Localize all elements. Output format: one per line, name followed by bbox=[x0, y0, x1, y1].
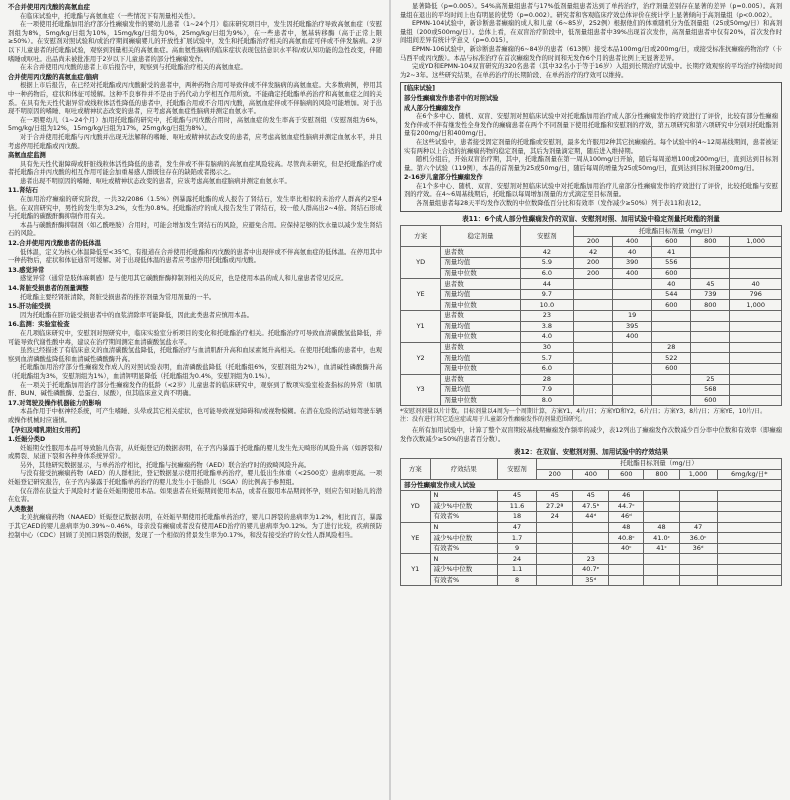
table12-header-cell: 600 bbox=[609, 469, 644, 480]
table-cell: 600 bbox=[652, 268, 691, 279]
table-cell bbox=[679, 501, 717, 512]
table11-row bbox=[401, 247, 782, 258]
table-cell bbox=[730, 332, 782, 343]
table-cell: 42 bbox=[574, 247, 613, 258]
table-cell: 18 bbox=[497, 512, 536, 523]
table-cell bbox=[574, 279, 613, 290]
paragraph: 在一项婴幼儿（1~24个月）加用托吡酯的研究中，托吡酯与丙戊酸合用时，高氨血症的发生率高于安慰剂组（安慰剂组为6%，5mg/kg/日组为12%，15mg/kg/日组为17%，25mg/kg/日组为8%）。 bbox=[8, 116, 382, 133]
table-cell: 剂量均值 bbox=[441, 258, 521, 269]
table11-group-header: 托吡酯目标剂量（mg/日） bbox=[574, 226, 782, 237]
paragraph: 对于合并使用托吡酯与丙戊酸并出现无法解释的嗜睡、呕吐或精神状态改变的患者，应考虑高氨血症性脑病并测定血氨水平，并且考虑停用托吡酯或丙戊酸。 bbox=[8, 133, 382, 150]
table-cell: 患者数 bbox=[441, 311, 521, 322]
table-cell: 患者数 bbox=[441, 342, 521, 353]
table-cell: 患者数 bbox=[441, 247, 521, 258]
table-cell bbox=[574, 353, 613, 364]
paragraph: 显著降低（p=0.005）。54%高剂量组患者与17%低剂量组患者达到了单药治疗，治疗剂量差别存在显著的差异（p=0.005）。高剂量组在退出的平均时间上也有明显的优势（p=0.002）。研究者和客观临床疗效总体评价在统计学上显著倾向于高剂量组（p<0.002）。 bbox=[400, 3, 782, 19]
table12-header-cell: 6mg/kg/日* bbox=[717, 469, 781, 480]
table-cell: N bbox=[430, 490, 497, 501]
table-cell: 48 bbox=[609, 522, 644, 533]
table-cell: 42 bbox=[520, 247, 573, 258]
paragraph: 在一项使用托吡酯加用治疗部分性癫痫发作的婴幼儿患者（1~24个月）临床研究项目中，发生因托吡酯治疗导致高氨血症（安慰剂组为8%，5mg/kg/日组为10%，15mg/kg/日组为0%，25mg/kg/日组为9%），在一些患者中，氨基转移酶（高于正常上限≥50%）。在安慰剂对照试验和/或治疗期间癫痫婴儿的开放性扩展试验中，发生和托吡酯治疗相关的高氨血症可伴或不伴发脑病。2岁以下儿童患者的托吡酯试验，观察到剂量相关的高氨血症。高血氨性脑病的临床症状表现包括意识水平和/或认知功能的急性改变，伴随嗜睡或呕吐。出品尚未被批准用于2岁以下儿童患者的部分性癫痫发作。 bbox=[8, 21, 382, 63]
section-heading: 1.妊娠分类D bbox=[8, 436, 46, 444]
table-cell: 796 bbox=[730, 289, 782, 300]
table-cell bbox=[730, 342, 782, 353]
table11-row bbox=[401, 332, 782, 343]
table-cell: 36ᵈ bbox=[679, 543, 717, 554]
table-cell: 522 bbox=[652, 353, 691, 364]
table11-row bbox=[401, 342, 782, 353]
table-cell bbox=[613, 300, 652, 311]
table12-row bbox=[401, 543, 782, 554]
section-heading: 2-16岁儿童部分性癫痫发作 bbox=[404, 174, 483, 182]
paragraph: 另外，其他研究数据显示，与单药治疗相比，托吡酯与抗癫痫药物（AED）联合治疗时的致畸风险升高。 bbox=[20, 461, 311, 469]
table-cell: 剂量中位数 bbox=[441, 332, 521, 343]
table-cell bbox=[679, 554, 717, 565]
table-cell bbox=[717, 533, 781, 544]
table12-row bbox=[401, 501, 782, 512]
table-group-cell: YD bbox=[401, 490, 431, 522]
table11-note: 注：没有进行其它适应症或用于儿童部分性癫痫发作的剂量范围研究。 bbox=[400, 416, 587, 424]
table11-row bbox=[401, 385, 782, 396]
table-cell bbox=[574, 311, 613, 322]
section-heading: 15.肝功能受损 bbox=[8, 303, 51, 311]
paragraph: 完成YD和EPMN-104双盲研究的320名患者（其中32名小于等于16岁）入组到长期治疗试验中。长期疗效观察的平均治疗持续时间为2~3年。这些研究结果，在单药治疗的长期阶段、在单药治疗的疗效可以维持。 bbox=[400, 63, 782, 79]
table-cell: 剂量均值 bbox=[441, 385, 521, 396]
table-group-cell: YD bbox=[401, 247, 441, 279]
paragraph: 在一项关于托吡酯加用治疗部分性癫痫发作的低龄（<2岁）儿童患者的临床研究中，观察到了数项实验室检查指标的异常（如肌酐、BUN、碱性磷酸酶、总蛋白、尿酸），但其临床意义尚不明确。 bbox=[8, 381, 382, 398]
paragraph: 在几项临床研究中，安慰剂对照研究中，临床实验室分析项目的变化和托吡酯治疗相关。托吡酯治疗可导致血清碳酸氢盐降低，并可能导致代谢性酸中毒，建议在治疗期间测定血清碳酸氢盐水平。 bbox=[8, 329, 382, 346]
table-cell bbox=[717, 575, 781, 586]
clinical-trials-title: [临床试验] bbox=[404, 85, 435, 93]
table11-caption: 表11：6个成人部分性癫痫发作的双盲、安慰剂对照、加用试验中稳定剂量托吡酯的剂量 bbox=[462, 214, 720, 223]
table-cell: 24 bbox=[497, 554, 536, 565]
table11-header-cell: 稳定剂量 bbox=[441, 226, 521, 247]
table-cell: 739 bbox=[691, 289, 730, 300]
table-cell bbox=[574, 342, 613, 353]
table-cell: 36.0ᶜ bbox=[679, 533, 717, 544]
table-cell: 47 bbox=[497, 522, 536, 533]
table-cell: 6.0 bbox=[520, 363, 573, 374]
paragraph: 根据上市后报告，在已经对托吡酯或丙戊酸耐受的患者中，两种药物合用可导致伴或不伴发脑病的高氨血症。大多数病例，停用其中一种药物后，症状和体征可缓解。这种不良事件并不是由于药代动力学相互作用所致。不能确定托吡酯单药治疗和高氨血症之间的关系。在具有先天性代谢异常或线粒体活性降低的患者中，托吡酯合用或不合用丙戊酸，高氨血症伴或不伴脑病的风险可能增加。对于出现不明原因的嗜睡、呕吐或精神状态改变的患者，应考虑高氨血症性脑病并测定血氨水平。 bbox=[8, 82, 382, 116]
table11-header-cell: 1,000 bbox=[730, 236, 782, 247]
table11-header-cell: 400 bbox=[613, 236, 652, 247]
table-cell bbox=[574, 321, 613, 332]
table12-header-cell: 方案 bbox=[401, 459, 431, 480]
table11-row bbox=[401, 258, 782, 269]
table-cell bbox=[679, 575, 717, 586]
table11-header-row bbox=[401, 226, 782, 237]
paragraph: 各剂量组患者每28天平均发作次数的中位数降低百分比和有效率（发作减少≥50%）列于表11和表12。 bbox=[416, 200, 705, 208]
table-cell bbox=[574, 395, 613, 406]
paragraph: EPMN-106试验中，新诊断患者癫痫的6~84岁的患者（613例）接受本品100mg/日或200mg/日，或接受标准抗癫痫药物治疗（卡马西平或丙戊酸）。本品与标准治疗在首次癫痫发作的时间和无发作6个月的患者比例上无显著差异。 bbox=[400, 45, 782, 62]
table-cell bbox=[613, 363, 652, 374]
table12-row bbox=[401, 565, 782, 576]
table-cell: 9.7 bbox=[520, 289, 573, 300]
paragraph: 托吡酯加用治疗部分性癫痫发作成人的对照试验表明，血清磷酸盐降低（托吡酯组6%，安慰剂组为2%），血清碱性磷酸酶升高（托吡酯组为3%，安慰剂组为1%），血清钾明显降低（托吡酯组为0.4%，安慰剂组为0.1%）。 bbox=[8, 364, 382, 380]
table-cell bbox=[691, 332, 730, 343]
table-cell bbox=[679, 565, 717, 576]
table-cell bbox=[730, 268, 782, 279]
section-heading: 【孕妇及哺乳期妇女用药】 bbox=[8, 426, 84, 434]
section-heading: 11.肾结石 bbox=[8, 187, 39, 195]
table-cell bbox=[717, 490, 781, 501]
table-cell: 44 bbox=[520, 279, 573, 290]
table12-row bbox=[401, 554, 782, 565]
table11-row bbox=[401, 268, 782, 279]
table-cell: 6.0 bbox=[520, 268, 573, 279]
table-cell bbox=[574, 332, 613, 343]
table-cell bbox=[537, 554, 573, 565]
table-cell bbox=[613, 342, 652, 353]
table-cell: 减少%中位数 bbox=[430, 565, 497, 576]
table-cell bbox=[644, 490, 679, 501]
table-cell: 1,000 bbox=[730, 300, 782, 311]
table-cell bbox=[644, 554, 679, 565]
table-cell: 剂量中位数 bbox=[441, 363, 521, 374]
paragraph: 在1个多中心、随机、双盲、安慰剂对照临床试验中对托吡酯加用治疗儿童部分性癫痫发作的疗效进行了评价，比较托吡酯与安慰剂的疗效。在4~6周基线期后，托吡酯以每周增加剂量的方式滴定至目标剂量。 bbox=[404, 182, 778, 199]
table-cell: 44.7ᶜ bbox=[609, 501, 644, 512]
clinical-trials-box bbox=[400, 82, 782, 211]
section-heading: 人类数据 bbox=[8, 505, 34, 513]
paragraph: 本品作用于中枢神经系统，可产生嗜睡、头晕或其它相关症状，也可能导致视觉障碍和/或视物模糊。在潜在危险的活动如驾驶车辆或操作机械时应谨慎。 bbox=[8, 408, 382, 424]
table-cell bbox=[717, 522, 781, 533]
table-cell: 41 bbox=[652, 247, 691, 258]
section-heading: 16.监测：实验室检查 bbox=[8, 321, 70, 329]
table-cell: 剂量均值 bbox=[441, 321, 521, 332]
table-cell: 40.7ᵉ bbox=[573, 565, 609, 576]
table-cell: 395 bbox=[613, 321, 652, 332]
table-cell: 600 bbox=[691, 395, 730, 406]
table-cell bbox=[730, 374, 782, 385]
table-cell: 剂量均值 bbox=[441, 353, 521, 364]
table-cell: 45 bbox=[573, 490, 609, 501]
table-cell: 减少%中位数 bbox=[430, 501, 497, 512]
table-cell: 568 bbox=[691, 385, 730, 396]
table-cell bbox=[691, 353, 730, 364]
table-cell bbox=[730, 363, 782, 374]
table11-row bbox=[401, 300, 782, 311]
table-cell bbox=[609, 554, 644, 565]
table-cell: 44ᵈ bbox=[573, 512, 609, 523]
left-column bbox=[0, 0, 388, 800]
paragraph: 仅在潜在获益大于风险时才能在妊娠期使用本品。如果患者在妊娠期间使用本品，或者在服用本品期间怀孕，则应告知对胎儿的潜在危害。 bbox=[8, 487, 382, 504]
table-cell bbox=[613, 289, 652, 300]
table-group-cell: Y1 bbox=[401, 311, 441, 343]
table-cell: 27.2ª bbox=[537, 501, 573, 512]
table-cell bbox=[537, 543, 573, 554]
table-cell: 48 bbox=[644, 522, 679, 533]
table-cell: 47.5ᵇ bbox=[573, 501, 609, 512]
table-cell: 5.9 bbox=[520, 258, 573, 269]
paragraph: 因为托吡酯在肝功能受损患者中的血浆清除率可能降低，因此此类患者应慎用本品。 bbox=[20, 311, 253, 319]
table-cell bbox=[691, 321, 730, 332]
table-cell bbox=[613, 353, 652, 364]
table-cell bbox=[609, 575, 644, 586]
table-group-cell: Y3 bbox=[401, 374, 441, 406]
table12-row bbox=[401, 512, 782, 523]
section-heading: 合并使用丙戊酸的高氨血症/脑病 bbox=[8, 73, 99, 81]
table-cell bbox=[652, 374, 691, 385]
table12-caption: 表12：在双盲、安慰剂对照、加用试验中的疗效结果 bbox=[513, 447, 669, 456]
table-cell bbox=[730, 385, 782, 396]
left-text-flow bbox=[8, 4, 382, 540]
paragraph: 在这些试验中，患者接受固定剂量的托吡酯或安慰剂，最多允许服用2种其它抗癫痫药。每个试验中的4~12周基线期间，患者被证实有两种以上合适的抗癫痫药物的稳定剂量，其后为剂量滴定期，随后进入维持期。 bbox=[404, 138, 778, 155]
table-cell bbox=[573, 533, 609, 544]
table-cell: 400 bbox=[613, 332, 652, 343]
table-group-cell: YE bbox=[401, 522, 431, 554]
table-cell bbox=[644, 501, 679, 512]
table-cell: 有效者% bbox=[430, 575, 497, 586]
table-cell: 40.8ᶜ bbox=[609, 533, 644, 544]
paragraph: 在临床试验中，托吡酯与高氨血症（一些情况下有剂量相关性）。 bbox=[20, 12, 200, 20]
table12-header-row bbox=[401, 459, 782, 470]
table-cell bbox=[691, 363, 730, 374]
table12-header-cell: 1,000 bbox=[679, 469, 717, 480]
table-cell bbox=[652, 332, 691, 343]
table-cell: 23 bbox=[520, 311, 573, 322]
table-cell bbox=[691, 311, 730, 322]
table11-row bbox=[401, 363, 782, 374]
clinical-trials-subheading: 成人部分性癫痫发作 bbox=[404, 104, 461, 112]
table-cell bbox=[574, 300, 613, 311]
table-cell bbox=[717, 512, 781, 523]
table12-header-cell: 200 bbox=[537, 469, 573, 480]
table11-header-cell: 安慰剂 bbox=[520, 226, 573, 247]
table-cell: 200 bbox=[574, 258, 613, 269]
table-cell: 5.7 bbox=[520, 353, 573, 364]
paragraph: 在未合并使用丙戊酸的患者上市后报告中，观察到与托吡酯治疗相关的高氨血症。 bbox=[20, 64, 247, 72]
table-cell bbox=[691, 268, 730, 279]
table-cell: 19 bbox=[613, 311, 652, 322]
table-cell: 剂量中位数 bbox=[441, 395, 521, 406]
section-heading: 不合并使用丙戊酸的高氨血症 bbox=[8, 4, 90, 11]
table-cell: 40 bbox=[613, 247, 652, 258]
table12 bbox=[400, 458, 782, 586]
table-cell: 减少%中位数 bbox=[430, 533, 497, 544]
table-cell: 9 bbox=[497, 543, 536, 554]
table-cell: 患者数 bbox=[441, 279, 521, 290]
table-cell: 11.6 bbox=[497, 501, 536, 512]
table12-section-row bbox=[401, 480, 782, 491]
table-cell bbox=[644, 575, 679, 586]
table11 bbox=[400, 225, 782, 406]
table12-row bbox=[401, 522, 782, 533]
paragraph: 患者出现不明原因的嗜睡、呕吐或精神状态改变的患者，应该考虑高氨血症脑病并测定血氨水平。 bbox=[20, 177, 291, 185]
table-cell: 25 bbox=[691, 374, 730, 385]
table-cell: 10.0 bbox=[520, 300, 573, 311]
table-cell bbox=[644, 512, 679, 523]
table-cell: 剂量中位数 bbox=[441, 268, 521, 279]
table-cell: 3.8 bbox=[520, 321, 573, 332]
table-cell bbox=[613, 385, 652, 396]
table-cell: 40ᶜ bbox=[609, 543, 644, 554]
table11-row bbox=[401, 374, 782, 385]
table-cell bbox=[730, 247, 782, 258]
table-cell bbox=[679, 490, 717, 501]
table-cell: 40 bbox=[730, 279, 782, 290]
table-cell: 剂量中位数 bbox=[441, 300, 521, 311]
table-cell bbox=[717, 554, 781, 565]
table-cell bbox=[613, 279, 652, 290]
table-cell: 剂量均值 bbox=[441, 289, 521, 300]
table11-row bbox=[401, 395, 782, 406]
table12-header-cell: 800 bbox=[644, 469, 679, 480]
table-cell: N bbox=[430, 554, 497, 565]
table-cell bbox=[573, 543, 609, 554]
table12-group-header: 托吡酯目标剂量（mg/日） bbox=[537, 459, 782, 470]
table-cell bbox=[730, 321, 782, 332]
table-group-cell: Y1 bbox=[401, 554, 431, 586]
clinical-trials-text bbox=[404, 113, 778, 209]
table-cell bbox=[652, 395, 691, 406]
table-cell: 556 bbox=[652, 258, 691, 269]
table-cell: 7.9 bbox=[520, 385, 573, 396]
table-cell bbox=[574, 363, 613, 374]
table-cell: 4.0 bbox=[520, 332, 573, 343]
table-cell bbox=[574, 385, 613, 396]
between-tables-text: 在所有加用试验中，计算了整个双盲期较基线期癫痫发作频率的减少，表12列出了癫痫发作次数减少百分率中位数和有效率（即癫痫发作次数减少≥50%的患者百分数）。 bbox=[400, 427, 782, 443]
table-cell bbox=[652, 321, 691, 332]
column-divider bbox=[389, 0, 391, 800]
paragraph: 感觉异常（通常是肢体麻刺感）是与使用其它碳酸酐酶抑制剂相关的反应，也是使用本品的成人和儿童患者常见反应。 bbox=[20, 275, 348, 283]
table-cell bbox=[652, 311, 691, 322]
table11-body bbox=[401, 247, 782, 406]
table-cell bbox=[573, 522, 609, 533]
table-cell: 46 bbox=[609, 490, 644, 501]
paragraph: 虽然已经描述了有临床意义的血清碳酸氢盐降低，托吡酯治疗与血清肌酐升高和血尿素氮升高相关。在使用托吡酯的患者中，也观察到血清磷酸盐降低和血清碱性磷酸酶升高。 bbox=[8, 347, 382, 363]
table11-header-cell: 600 bbox=[652, 236, 691, 247]
table-cell: 40 bbox=[652, 279, 691, 290]
table-cell: 有效者% bbox=[430, 512, 497, 523]
table-cell: 28 bbox=[520, 374, 573, 385]
table12-row bbox=[401, 533, 782, 544]
table-cell: 28 bbox=[652, 342, 691, 353]
table-cell: 30 bbox=[520, 342, 573, 353]
paragraph: 妊娠期女性服用本品可导致胎儿伤害，从妊娠登记的数据表明，在子宫内暴露于托吡酯的婴儿发生先天畸形的风险升高（如唇裂和/或腭裂、尿道下裂和各种身体系统异常）。 bbox=[8, 444, 382, 461]
table12-body bbox=[401, 480, 782, 586]
table-cell bbox=[691, 258, 730, 269]
table-cell bbox=[730, 258, 782, 269]
paragraph: 在6个多中心、随机、双盲、安慰剂对照临床试验中对托吡酯加用治疗成人部分性癫痫发作的疗效进行了评价，比较有部分性癫痫发作伴或不伴有继发性全身发作的癫痫患者在两个不同剂量下使用托吡酯和安慰剂的疗效，第五项研究和第六项研究中分别对托吡酯剂量有200mg/日和400mg/日。 bbox=[404, 113, 778, 138]
table-cell bbox=[574, 289, 613, 300]
table-cell bbox=[537, 522, 573, 533]
table-cell: 41ᶜ bbox=[644, 543, 679, 554]
table-cell bbox=[574, 374, 613, 385]
table-cell: 35ᵈ bbox=[573, 575, 609, 586]
table-cell: 800 bbox=[691, 300, 730, 311]
table-cell: 200 bbox=[574, 268, 613, 279]
table12-section-label: 部分性癫痫发作成人试验 bbox=[401, 480, 782, 491]
table-cell bbox=[613, 395, 652, 406]
table-cell: 41.0ᶜ bbox=[644, 533, 679, 544]
table11-row bbox=[401, 289, 782, 300]
table12-row bbox=[401, 575, 782, 586]
paragraph: 与没有接受抗癫痫药物（AED）的人群相比，登记数据显示使用托吡酯单药治疗，婴儿低出生体重（<2500克）患病率更高。一项妊娠登记研究报告，在子宫内暴露于托吡酯单药治疗的婴儿发生小于胎龄儿（SGA）的比例高于参照组。 bbox=[8, 470, 382, 487]
table11-header-cell: 200 bbox=[574, 236, 613, 247]
table11-note: *安慰剂剂量以片计数。目标剂量以4周为一个周期计算，方案Y1，4片/日；方案YD和Y2，6片/日；方案Y3，8片/日；方案YE，10片/日。 bbox=[400, 408, 767, 416]
paragraph: 托吡酯主要经肾脏清除，肾脏受损患者的推荐剂量为常用剂量的一半。 bbox=[20, 293, 216, 301]
table-cell: 45 bbox=[537, 490, 573, 501]
table-cell: 400 bbox=[613, 268, 652, 279]
paragraph: 具有先天性代谢障碍或肝脏线粒体活性降低的患者，发生伴或不伴有脑病的高氨血症风险较高。尽管尚未研究，但是托吡酯治疗或者托吡酯合并丙戊酸的相互作用可能会加重易感人群既往存在的缺陷或者揭示之。 bbox=[8, 160, 382, 177]
table-cell: 390 bbox=[613, 258, 652, 269]
table-cell: N bbox=[430, 522, 497, 533]
paragraph: 北美抗癫痫药物（NAAED）妊娠登记数据表明，在妊娠早期使用托吡酯单药治疗，婴儿口唇裂的患病率为1.2%，相比而言，暴露于其它AED的婴儿患病率为0.39%~0.46%，母亲没有癫痫或者没有使用AED治疗的婴儿患病率为0.12%。为了进行比较，疾病预防控制中心（CDC）回顾了美国口唇裂的数据，发现了一个相似的背景发生率为0.17%，和没有接受治疗的女性人群风险相当。 bbox=[8, 514, 382, 539]
table-cell: 有效者% bbox=[430, 543, 497, 554]
table-cell bbox=[717, 543, 781, 554]
table11-header-cell: 800 bbox=[691, 236, 730, 247]
table-cell bbox=[537, 575, 573, 586]
table-cell: 47 bbox=[679, 522, 717, 533]
section-heading: 12.合并使用丙戊酸患者的低体温 bbox=[8, 240, 102, 248]
table12-header-cell: 安慰剂 bbox=[497, 459, 536, 480]
right-top-text bbox=[400, 3, 782, 80]
section-heading: 高氨血症监测 bbox=[8, 152, 46, 160]
table-cell: 45 bbox=[691, 279, 730, 290]
table-cell bbox=[691, 342, 730, 353]
paragraph: 在加用治疗癫痫的研究阶段，一共32/2086（1.5%）例暴露托吡酯的成人报告了肾结石，发生率比相似的未治疗人群高约2至4倍。在双盲研究中，男性的发生率为3.2%，女性为0.8%。托吡酯治疗的成人报告发生了肾结石，较一般人群高出2~4倍。肾结石形成与托吡酯的碳酸酐酶抑制作用有关。 bbox=[8, 196, 382, 221]
paragraph: 随机分组后，开始双盲治疗期，其中，托吡酯剂量在第一周从100mg/日开始，随后每周递增100或200mg/日，直到达到目标剂量。第六个试验（119例），本品的首剂量为25或50mg/日，随后每周的增量为25或50mg/日，直到达到目标剂量200mg/日。 bbox=[404, 156, 778, 172]
table-cell bbox=[609, 565, 644, 576]
table-cell bbox=[537, 533, 573, 544]
table-cell: 患者数 bbox=[441, 374, 521, 385]
section-heading: 17.对驾驶及操作机器能力的影响 bbox=[8, 399, 102, 407]
table-cell bbox=[717, 501, 781, 512]
table11-row bbox=[401, 311, 782, 322]
table11-header-cell: 方案 bbox=[401, 226, 441, 247]
table-cell bbox=[537, 565, 573, 576]
table-cell bbox=[730, 353, 782, 364]
right-column bbox=[392, 0, 790, 800]
table-cell bbox=[730, 395, 782, 406]
table-cell: 600 bbox=[652, 300, 691, 311]
table12-row bbox=[401, 490, 782, 501]
table12-header-cell: 400 bbox=[573, 469, 609, 480]
clinical-trials-heading: 部分性癫痫发作患者中的对照试验 bbox=[404, 94, 499, 102]
table-group-cell: YE bbox=[401, 279, 441, 311]
table-cell bbox=[717, 565, 781, 576]
table-cell bbox=[652, 385, 691, 396]
table11-row bbox=[401, 279, 782, 290]
table-cell: 45 bbox=[497, 490, 536, 501]
table-cell bbox=[730, 311, 782, 322]
table-cell bbox=[679, 512, 717, 523]
table-cell: 8 bbox=[497, 575, 536, 586]
section-heading: 13.感觉异常 bbox=[8, 266, 45, 274]
table-cell: 8.0 bbox=[520, 395, 573, 406]
table-group-cell: Y2 bbox=[401, 342, 441, 374]
table-cell: 1.7 bbox=[497, 533, 536, 544]
table-cell bbox=[613, 374, 652, 385]
paragraph: 低体温，定义为核心体温降低至<35℃，有报道在合并使用托吡酯和丙戊酸的患者中出现伴或不伴高氨血症的低体温。在停用其中一种药物后，症状和体征通常可缓解。对于出现低体温的患者应考虑停用托吡酯或丙戊酸。 bbox=[8, 248, 382, 265]
table-cell: 46ᵈ bbox=[609, 512, 644, 523]
table-cell: 600 bbox=[652, 363, 691, 374]
table-cell: 24 bbox=[537, 512, 573, 523]
table-cell: 1.1 bbox=[497, 565, 536, 576]
table-cell bbox=[691, 247, 730, 258]
section-heading: 14.肾脏受损患者的剂量调整 bbox=[8, 285, 89, 292]
table-cell: 23 bbox=[573, 554, 609, 565]
table11-row bbox=[401, 353, 782, 364]
paragraph: EPMN-104试验中，新诊断患者癫痫的成人和儿童（6~85岁，252例）根据他们的体重随机分为低剂量组（25或50mg/日）和高剂量组（200或500mg/日）。总体上看，在双盲治疗阶段中，低剂量组患者中39%出现首次发作，高剂量组患者中仅有20%，首次发作时间组间差异有统计学意义（p=0.015）。 bbox=[400, 20, 782, 45]
table-cell: 544 bbox=[652, 289, 691, 300]
paragraph: 本品与碳酸酐酶抑制剂（如乙酰唑胺）合用时，可能会增加发生肾结石的风险，应避免合用。应保持足够的饮水量以减少发生肾结石的风险。 bbox=[8, 221, 382, 238]
table11-row bbox=[401, 321, 782, 332]
table-cell bbox=[644, 565, 679, 576]
table12-header-cell: 疗效结果 bbox=[430, 459, 497, 480]
